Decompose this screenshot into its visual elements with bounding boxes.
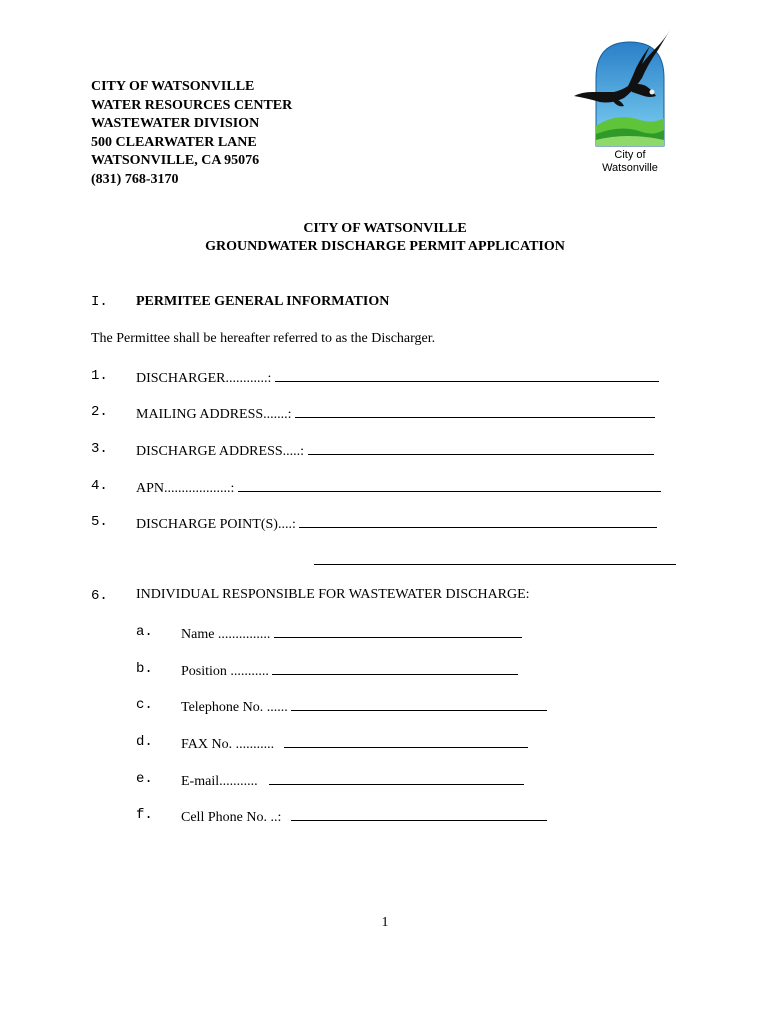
field-discharger <box>136 367 659 387</box>
field-label: APN...................: <box>136 481 235 496</box>
sub-item-cell-phone <box>181 806 547 826</box>
sub-item-label: Position ........... <box>181 664 269 679</box>
position-input-line[interactable] <box>272 660 518 675</box>
field-label: DISCHARGE ADDRESS.....: <box>136 444 305 459</box>
mailing-address-input-line[interactable] <box>295 403 655 418</box>
field-mailing-address <box>136 403 655 423</box>
field-number: 2. <box>91 404 108 420</box>
logo-caption-line1: City of <box>614 149 646 161</box>
telephone-input-line[interactable] <box>291 696 547 711</box>
field-label: MAILING ADDRESS.......: <box>136 407 292 422</box>
field-discharge-address <box>136 440 654 460</box>
form-title-line1: CITY OF WATSONVILLE <box>303 221 467 236</box>
sub-item-letter: d. <box>136 734 153 750</box>
field-number: 3. <box>91 441 108 457</box>
responsible-heading: INDIVIDUAL RESPONSIBLE FOR WASTEWATER DISCHARGE: <box>136 587 530 602</box>
name-input-line[interactable] <box>274 623 522 638</box>
sub-item-name <box>181 623 522 643</box>
address-line: WATER RESOURCES CENTER <box>91 97 293 113</box>
fax-input-line[interactable] <box>284 733 528 748</box>
address-line: WASTEWATER DIVISION <box>91 116 260 132</box>
address-line: WATSONVILLE, CA 95076 <box>91 153 260 169</box>
address-block <box>91 78 292 190</box>
sub-item-label: E-mail........... <box>181 774 258 789</box>
field-number: 1. <box>91 368 108 384</box>
sub-item-telephone <box>181 696 547 716</box>
discharge-points-continuation <box>314 550 676 570</box>
sub-item-label: Name ............... <box>181 627 271 642</box>
address-line: (831) 768-3170 <box>91 171 179 187</box>
apn-input-line[interactable] <box>238 477 661 492</box>
field-apn <box>136 477 661 497</box>
cell-phone-input-line[interactable] <box>291 806 547 821</box>
field-number: 4. <box>91 478 108 494</box>
discharge-points-input-line-2[interactable] <box>314 550 676 565</box>
section-heading: PERMITEE GENERAL INFORMATION <box>136 294 390 309</box>
field-discharge-points <box>136 513 657 533</box>
sub-item-label: Cell Phone No. ..: <box>181 810 282 825</box>
sub-item-fax <box>181 733 528 753</box>
sub-item-letter: a. <box>136 624 153 640</box>
address-line: 500 CLEARWATER LANE <box>91 134 257 150</box>
field-number: 6. <box>91 588 108 604</box>
sub-item-letter: b. <box>136 661 153 677</box>
section-intro: The Permittee shall be hereafter referred to as the Discharger. <box>91 331 436 346</box>
sub-item-label: FAX No. ........... <box>181 737 275 752</box>
discharge-points-input-line[interactable] <box>299 513 657 528</box>
address-line: CITY OF WATSONVILLE <box>91 79 255 94</box>
form-title-line2: GROUNDWATER DISCHARGE PERMIT APPLICATION <box>205 239 565 254</box>
field-label: DISCHARGER............: <box>136 371 272 386</box>
field-label: DISCHARGE POINT(S)....: <box>136 517 296 532</box>
sub-item-position <box>181 660 518 680</box>
sub-item-letter: f. <box>136 807 153 823</box>
page-number: 1 <box>381 915 389 930</box>
discharger-input-line[interactable] <box>275 367 659 382</box>
sub-item-email <box>181 770 524 790</box>
discharge-address-input-line[interactable] <box>308 440 654 455</box>
sub-item-letter: e. <box>136 771 153 787</box>
sub-item-letter: c. <box>136 697 153 713</box>
email-input-line[interactable] <box>269 770 524 785</box>
logo-caption-line2: Watsonville <box>602 162 658 174</box>
field-number: 5. <box>91 514 108 530</box>
section-number: I. <box>91 294 108 310</box>
sub-item-label: Telephone No. ...... <box>181 700 288 715</box>
logo-caption <box>590 149 670 175</box>
